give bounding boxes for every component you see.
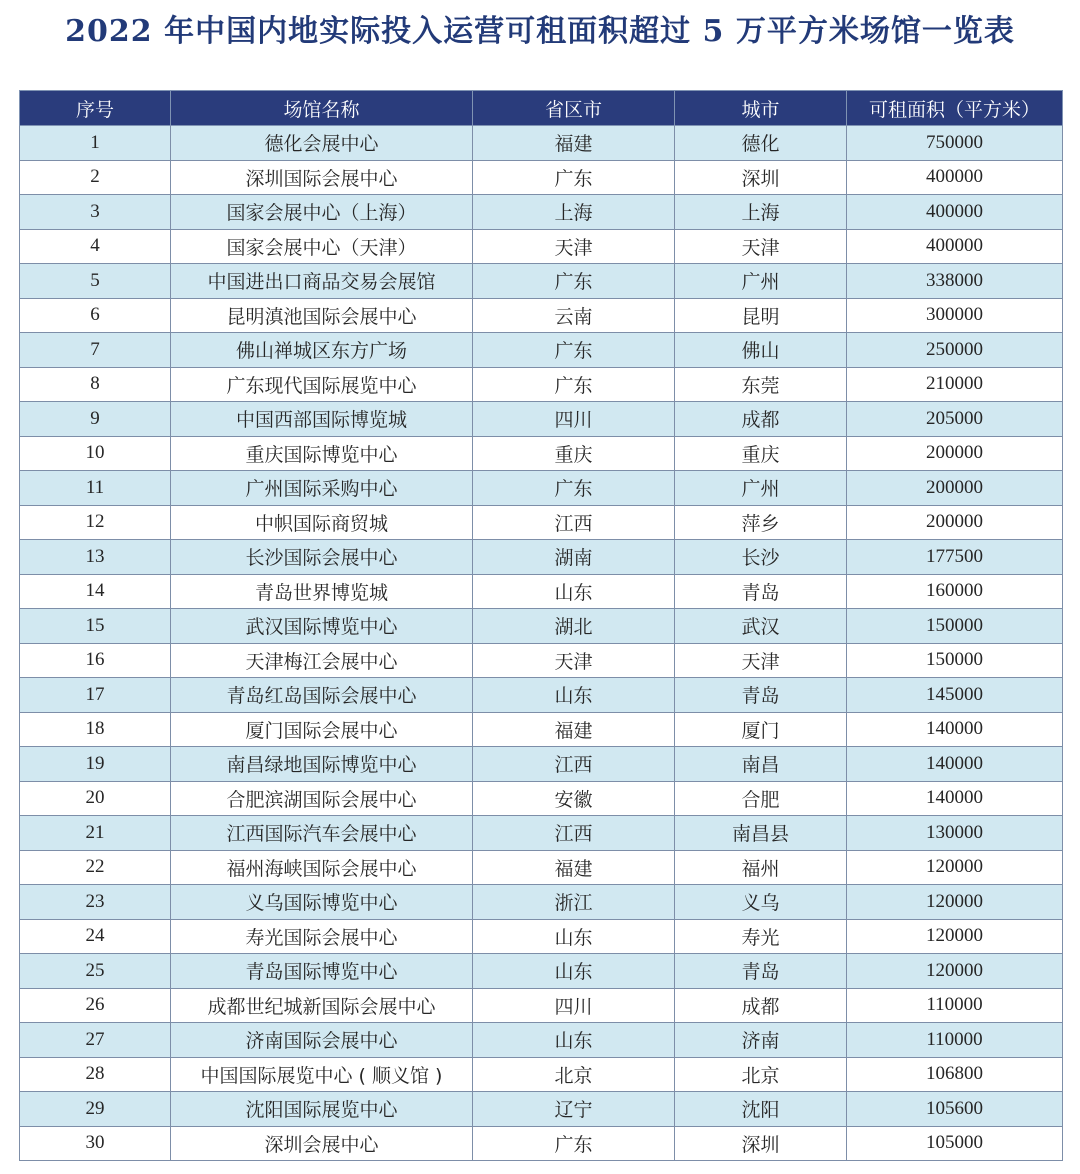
row-city: 广州 bbox=[675, 471, 847, 506]
row-rentable-area: 400000 bbox=[847, 195, 1063, 230]
row-city: 合肥 bbox=[675, 781, 847, 816]
row-province: 福建 bbox=[473, 126, 675, 161]
row-rentable-area: 200000 bbox=[847, 436, 1063, 471]
row-index: 20 bbox=[20, 781, 171, 816]
row-rentable-area: 120000 bbox=[847, 954, 1063, 989]
table-row bbox=[20, 540, 1063, 575]
row-city: 重庆 bbox=[675, 436, 847, 471]
row-venue-name: 寿光国际会展中心 bbox=[171, 919, 473, 954]
row-city: 济南 bbox=[675, 1023, 847, 1058]
row-rentable-area: 150000 bbox=[847, 609, 1063, 644]
row-venue-name: 德化会展中心 bbox=[171, 126, 473, 161]
row-city: 成都 bbox=[675, 988, 847, 1023]
row-venue-name: 青岛国际博览中心 bbox=[171, 954, 473, 989]
row-rentable-area: 200000 bbox=[847, 471, 1063, 506]
row-venue-name: 国家会展中心（天津） bbox=[171, 229, 473, 264]
table-row bbox=[20, 609, 1063, 644]
row-province: 山东 bbox=[473, 678, 675, 713]
row-venue-name: 天津梅江会展中心 bbox=[171, 643, 473, 678]
row-venue-name: 沈阳国际展览中心 bbox=[171, 1092, 473, 1127]
row-province: 湖南 bbox=[473, 540, 675, 575]
row-index: 30 bbox=[20, 1126, 171, 1161]
row-index: 24 bbox=[20, 919, 171, 954]
row-index: 2 bbox=[20, 160, 171, 195]
row-city: 深圳 bbox=[675, 1126, 847, 1161]
row-province: 广东 bbox=[473, 367, 675, 402]
row-province: 浙江 bbox=[473, 885, 675, 920]
row-venue-name: 中帜国际商贸城 bbox=[171, 505, 473, 540]
row-rentable-area: 120000 bbox=[847, 919, 1063, 954]
table-row bbox=[20, 816, 1063, 851]
row-rentable-area: 338000 bbox=[847, 264, 1063, 299]
row-index: 9 bbox=[20, 402, 171, 437]
table-row bbox=[20, 988, 1063, 1023]
row-index: 14 bbox=[20, 574, 171, 609]
row-rentable-area: 160000 bbox=[847, 574, 1063, 609]
row-index: 3 bbox=[20, 195, 171, 230]
row-index: 12 bbox=[20, 505, 171, 540]
table-row bbox=[20, 1092, 1063, 1127]
row-city: 南昌 bbox=[675, 747, 847, 782]
row-venue-name: 佛山禅城区东方广场 bbox=[171, 333, 473, 368]
row-rentable-area: 120000 bbox=[847, 885, 1063, 920]
row-province: 湖北 bbox=[473, 609, 675, 644]
row-city: 深圳 bbox=[675, 160, 847, 195]
row-city: 成都 bbox=[675, 402, 847, 437]
row-province: 广东 bbox=[473, 264, 675, 299]
row-index: 29 bbox=[20, 1092, 171, 1127]
row-province: 四川 bbox=[473, 402, 675, 437]
table-row bbox=[20, 747, 1063, 782]
row-index: 5 bbox=[20, 264, 171, 299]
table-row bbox=[20, 850, 1063, 885]
table-row bbox=[20, 781, 1063, 816]
row-venue-name: 深圳会展中心 bbox=[171, 1126, 473, 1161]
row-index: 7 bbox=[20, 333, 171, 368]
table-row bbox=[20, 678, 1063, 713]
row-province: 江西 bbox=[473, 747, 675, 782]
row-venue-name: 重庆国际博览中心 bbox=[171, 436, 473, 471]
row-province: 四川 bbox=[473, 988, 675, 1023]
row-city: 寿光 bbox=[675, 919, 847, 954]
row-city: 萍乡 bbox=[675, 505, 847, 540]
table-row bbox=[20, 264, 1063, 299]
row-venue-name: 青岛红岛国际会展中心 bbox=[171, 678, 473, 713]
row-index: 22 bbox=[20, 850, 171, 885]
table-row bbox=[20, 333, 1063, 368]
row-rentable-area: 106800 bbox=[847, 1057, 1063, 1092]
row-rentable-area: 145000 bbox=[847, 678, 1063, 713]
row-rentable-area: 210000 bbox=[847, 367, 1063, 402]
row-province: 山东 bbox=[473, 1023, 675, 1058]
row-province: 广东 bbox=[473, 471, 675, 506]
row-province: 辽宁 bbox=[473, 1092, 675, 1127]
row-rentable-area: 140000 bbox=[847, 781, 1063, 816]
row-venue-name: 南昌绿地国际博览中心 bbox=[171, 747, 473, 782]
row-province: 天津 bbox=[473, 229, 675, 264]
row-venue-name: 中国进出口商品交易会展馆 bbox=[171, 264, 473, 299]
row-index: 6 bbox=[20, 298, 171, 333]
row-province: 江西 bbox=[473, 505, 675, 540]
page-title: 2022 年中国内地实际投入运营可租面积超过 5 万平方米场馆一览表 bbox=[65, 14, 1015, 49]
row-venue-name: 义乌国际博览中心 bbox=[171, 885, 473, 920]
row-province: 广东 bbox=[473, 160, 675, 195]
row-city: 青岛 bbox=[675, 574, 847, 609]
row-province: 福建 bbox=[473, 712, 675, 747]
row-venue-name: 广州国际采购中心 bbox=[171, 471, 473, 506]
table-row bbox=[20, 885, 1063, 920]
table-row bbox=[20, 505, 1063, 540]
row-rentable-area: 400000 bbox=[847, 160, 1063, 195]
row-city: 佛山 bbox=[675, 333, 847, 368]
row-city: 北京 bbox=[675, 1057, 847, 1092]
row-city: 上海 bbox=[675, 195, 847, 230]
row-rentable-area: 400000 bbox=[847, 229, 1063, 264]
row-province: 山东 bbox=[473, 954, 675, 989]
row-index: 1 bbox=[20, 126, 171, 161]
row-city: 东莞 bbox=[675, 367, 847, 402]
row-rentable-area: 110000 bbox=[847, 988, 1063, 1023]
table-body bbox=[20, 126, 1063, 1161]
row-rentable-area: 205000 bbox=[847, 402, 1063, 437]
row-province: 上海 bbox=[473, 195, 675, 230]
table-row bbox=[20, 574, 1063, 609]
row-rentable-area: 140000 bbox=[847, 747, 1063, 782]
row-province: 山东 bbox=[473, 919, 675, 954]
header-venue-name: 场馆名称 bbox=[171, 91, 473, 126]
row-city: 义乌 bbox=[675, 885, 847, 920]
row-rentable-area: 750000 bbox=[847, 126, 1063, 161]
row-province: 江西 bbox=[473, 816, 675, 851]
row-rentable-area: 110000 bbox=[847, 1023, 1063, 1058]
row-rentable-area: 120000 bbox=[847, 850, 1063, 885]
row-venue-name: 江西国际汽车会展中心 bbox=[171, 816, 473, 851]
row-index: 4 bbox=[20, 229, 171, 264]
row-index: 18 bbox=[20, 712, 171, 747]
row-venue-name: 广东现代国际展览中心 bbox=[171, 367, 473, 402]
row-index: 21 bbox=[20, 816, 171, 851]
row-venue-name: 昆明滇池国际会展中心 bbox=[171, 298, 473, 333]
table-row bbox=[20, 712, 1063, 747]
table-row bbox=[20, 919, 1063, 954]
row-province: 北京 bbox=[473, 1057, 675, 1092]
row-rentable-area: 150000 bbox=[847, 643, 1063, 678]
header-index: 序号 bbox=[20, 91, 171, 126]
row-city: 天津 bbox=[675, 229, 847, 264]
row-city: 武汉 bbox=[675, 609, 847, 644]
table-row bbox=[20, 436, 1063, 471]
row-index: 11 bbox=[20, 471, 171, 506]
header-province: 省区市 bbox=[473, 91, 675, 126]
row-venue-name: 青岛世界博览城 bbox=[171, 574, 473, 609]
row-venue-name: 厦门国际会展中心 bbox=[171, 712, 473, 747]
row-province: 云南 bbox=[473, 298, 675, 333]
row-province: 山东 bbox=[473, 574, 675, 609]
row-city: 德化 bbox=[675, 126, 847, 161]
table-row bbox=[20, 402, 1063, 437]
row-rentable-area: 140000 bbox=[847, 712, 1063, 747]
row-province: 广东 bbox=[473, 1126, 675, 1161]
row-city: 厦门 bbox=[675, 712, 847, 747]
table-row bbox=[20, 643, 1063, 678]
table-row bbox=[20, 126, 1063, 161]
table-row bbox=[20, 298, 1063, 333]
row-venue-name: 深圳国际会展中心 bbox=[171, 160, 473, 195]
row-venue-name: 福州海峡国际会展中心 bbox=[171, 850, 473, 885]
row-province: 重庆 bbox=[473, 436, 675, 471]
row-venue-name: 中国国际展览中心 ( 顺义馆 ) bbox=[171, 1057, 473, 1092]
row-index: 17 bbox=[20, 678, 171, 713]
table-row bbox=[20, 1126, 1063, 1161]
row-index: 16 bbox=[20, 643, 171, 678]
row-venue-name: 中国西部国际博览城 bbox=[171, 402, 473, 437]
row-rentable-area: 250000 bbox=[847, 333, 1063, 368]
row-province: 天津 bbox=[473, 643, 675, 678]
table-row bbox=[20, 1057, 1063, 1092]
header-rentable-area: 可租面积（平方米） bbox=[847, 91, 1063, 126]
row-rentable-area: 300000 bbox=[847, 298, 1063, 333]
table-header-row bbox=[20, 91, 1063, 126]
table-row bbox=[20, 367, 1063, 402]
table-row bbox=[20, 160, 1063, 195]
row-index: 19 bbox=[20, 747, 171, 782]
table-row bbox=[20, 1023, 1063, 1058]
row-city: 昆明 bbox=[675, 298, 847, 333]
row-index: 15 bbox=[20, 609, 171, 644]
row-city: 福州 bbox=[675, 850, 847, 885]
row-index: 26 bbox=[20, 988, 171, 1023]
row-city: 南昌县 bbox=[675, 816, 847, 851]
row-venue-name: 武汉国际博览中心 bbox=[171, 609, 473, 644]
table-row bbox=[20, 195, 1063, 230]
row-city: 广州 bbox=[675, 264, 847, 299]
row-index: 27 bbox=[20, 1023, 171, 1058]
row-rentable-area: 105000 bbox=[847, 1126, 1063, 1161]
row-venue-name: 成都世纪城新国际会展中心 bbox=[171, 988, 473, 1023]
row-province: 福建 bbox=[473, 850, 675, 885]
row-index: 25 bbox=[20, 954, 171, 989]
table-row bbox=[20, 471, 1063, 506]
row-city: 沈阳 bbox=[675, 1092, 847, 1127]
row-city: 长沙 bbox=[675, 540, 847, 575]
row-index: 10 bbox=[20, 436, 171, 471]
row-index: 13 bbox=[20, 540, 171, 575]
row-venue-name: 济南国际会展中心 bbox=[171, 1023, 473, 1058]
row-index: 23 bbox=[20, 885, 171, 920]
row-rentable-area: 177500 bbox=[847, 540, 1063, 575]
row-city: 青岛 bbox=[675, 954, 847, 989]
row-city: 青岛 bbox=[675, 678, 847, 713]
row-venue-name: 合肥滨湖国际会展中心 bbox=[171, 781, 473, 816]
row-rentable-area: 105600 bbox=[847, 1092, 1063, 1127]
row-venue-name: 长沙国际会展中心 bbox=[171, 540, 473, 575]
venue-table bbox=[19, 90, 1063, 1161]
header-city: 城市 bbox=[675, 91, 847, 126]
row-city: 天津 bbox=[675, 643, 847, 678]
row-index: 8 bbox=[20, 367, 171, 402]
row-venue-name: 国家会展中心（上海） bbox=[171, 195, 473, 230]
table-row bbox=[20, 229, 1063, 264]
row-rentable-area: 130000 bbox=[847, 816, 1063, 851]
row-province: 安徽 bbox=[473, 781, 675, 816]
row-province: 广东 bbox=[473, 333, 675, 368]
table-row bbox=[20, 954, 1063, 989]
row-index: 28 bbox=[20, 1057, 171, 1092]
row-rentable-area: 200000 bbox=[847, 505, 1063, 540]
